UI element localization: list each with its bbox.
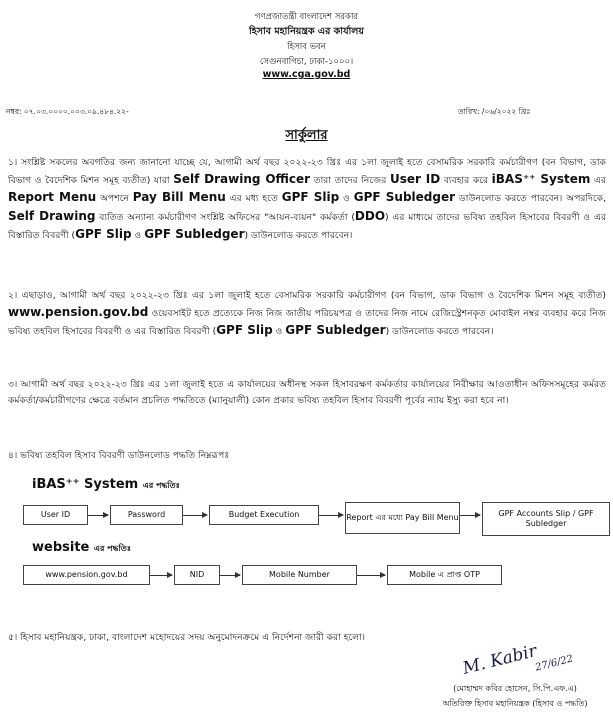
web-step-mobile-otp: Mobile এ প্রাপ্ত OTP [387,565,502,585]
ibas-arrow-2 [183,515,207,516]
ibas-step-gpf-slip-subledger: GPF Accounts Slip / GPF Subledger [482,502,610,536]
paragraph-2: ২। এছাড়াও, আগামী অর্থ বছর ২০২২-২৩ খ্রিঃ এর ১লা জুলাই হতে বেসামরিক সরকারি কর্মচারীগণ (বন বিভাগ, ডাক বিভাগ ও বৈদেশিক মিশন সমূহ ব্যতীত) www.pension.gov.bd ওয়েবসাইট হতে প্রত্যেকে নিজ নিজ জাতীয় পরিচয়পত্র ও তাদের নিজ নামে রেজিস্ট্রেশনকৃত মোবাইল নম্বর ব্যবহার করে নিজ ভবিষ্য তহবিল হিসাবের বিবরণী ও এর বিস্তারিত বিবরণী (GPF Slip ও GPF Subledger) ডাউনলোড করতে পারবেন। [8,290,606,338]
paragraph-4: ৪। ভবিষ্য তহবিল হিসাব বিবরণী ডাউনলোড পদ্ধতি নিম্নরূপঃ [8,450,230,461]
header-website-link[interactable]: www.cga.gov.bd [262,69,351,80]
ibas-method-title: iBAS⁺⁺ System এর পদ্ধতিঃ [32,477,180,492]
paragraph-1: ১। সংশ্লিষ্ট সকলের অবগতির জন্য জানানো যাচ্ছে যে, আগামী অর্থ বছর ২০২২-২৩ খ্রিঃ এর ১লা জুলাই হতে বেসামরিক সরকারি কর্মচারীগণ (বন বিভাগ, ডাক বিভাগ ও বৈদেশিক মিশন সমূহ ব্যতীত) যারা Self Drawing Officer তারা তাদের নিজের User ID ব্যবহার করে iBAS⁺⁺ System এর Report Menu অপশনে Pay Bill Menu এর মধ্য হতে GPF Slip ও GPF Subledger ডাউনলোড করতে পারবেন। অপরদিকে, Self Drawing ব্যতিত অন্যান্য কর্মচারীগণ সংশ্লিষ্ট অফিসের "আয়ন-ব্যয়ন" কর্মকর্তা (DDO) এর মাধ্যমে তাদের ভবিষ্য তহবিল হিসাবের বিবরণী ও এর বিস্তারিত বিবরণী (GPF Slip ও GPF Subledger) ডাউনলোড করতে পারবেন। [8,157,606,241]
web-arrow-1 [150,575,172,576]
paragraph-5: ৫। হিসাব মহানিয়ন্ত্রক, ঢাকা, বাংলাদেশ মহোদয়ের সদয় অনুমোদনক্রমে এ নির্দেশনা জারী করা হলো। [8,632,366,643]
web-arrow-2 [220,575,240,576]
header-address: সেগুনবাগিচা, ঢাকা-১০০০। [259,57,354,67]
ibas-arrow-4 [460,515,480,516]
ibas-step-user-id: User ID [23,505,88,525]
signature-date: 27/6/22 [534,653,575,674]
ibas-arrow-3 [319,515,343,516]
signatory-name: (মোহাম্মদ কবির হোসেন, সি.পি.এফ.এ) [453,684,577,693]
web-step-pension-site: www.pension.gov.bd [23,565,150,585]
signature-scribble: M. Kabir [460,641,539,679]
website-method-title: website এর পদ্ধতিঃ [32,540,132,555]
web-step-mobile-number: Mobile Number [242,565,357,585]
ibas-arrow-1 [88,515,108,516]
ibas-step-password: Password [110,505,183,525]
issue-date: তারিখ: /০৬/২০২২ খ্রিঃ [458,107,531,116]
web-arrow-3 [357,575,385,576]
signatory-designation: অতিরিক্ত হিসাব মহানিয়ন্ত্রক (হিসাব ও পদ্ধতি) [442,699,588,708]
ibas-step-budget-execution: Budget Execution [209,505,319,525]
header-building: হিসাব ভবন [287,42,326,52]
memo-number: নম্বর: ০৭.০৩.০০০০.০০৩.০৯.৪৮৪.২২- [6,107,129,116]
web-step-nid: NID [174,565,220,585]
header-office: হিসাব মহানিয়ন্ত্রক এর কার্যালয় [249,26,364,37]
ibas-step-report-pay-bill-menu: Report এর মধ্যে Pay Bill Menu [345,502,460,534]
page-title: সার্কুলার [285,128,328,143]
pension-website-link[interactable]: www.pension.gov.bd [8,305,149,320]
paragraph-3: ৩। আগামী অর্থ বছর ২০২২-২৩ খ্রিঃ এর ১লা জুলাই হতে এ কার্যালয়ের অধীনস্থ সকল হিসাবরক্ষণ কর্মকর্তার কার্যালয়ের নিরীক্ষার আওতাধীন অফিসসমূহের কর্মরত কর্মকর্তা/কর্মচারীগণের ক্ষেত্রে বর্তমান প্রচলিত পদ্ধতিতে (ম্যানুয়ালী) কোন প্রকার ভবিষ্য তহবিল হিসাব বিবরণী পূর্বের ন্যায় ইস্যু করা হবে না। [8,379,606,407]
header-government: গণপ্রজাতন্ত্রী বাংলাদেশ সরকার [254,12,359,22]
